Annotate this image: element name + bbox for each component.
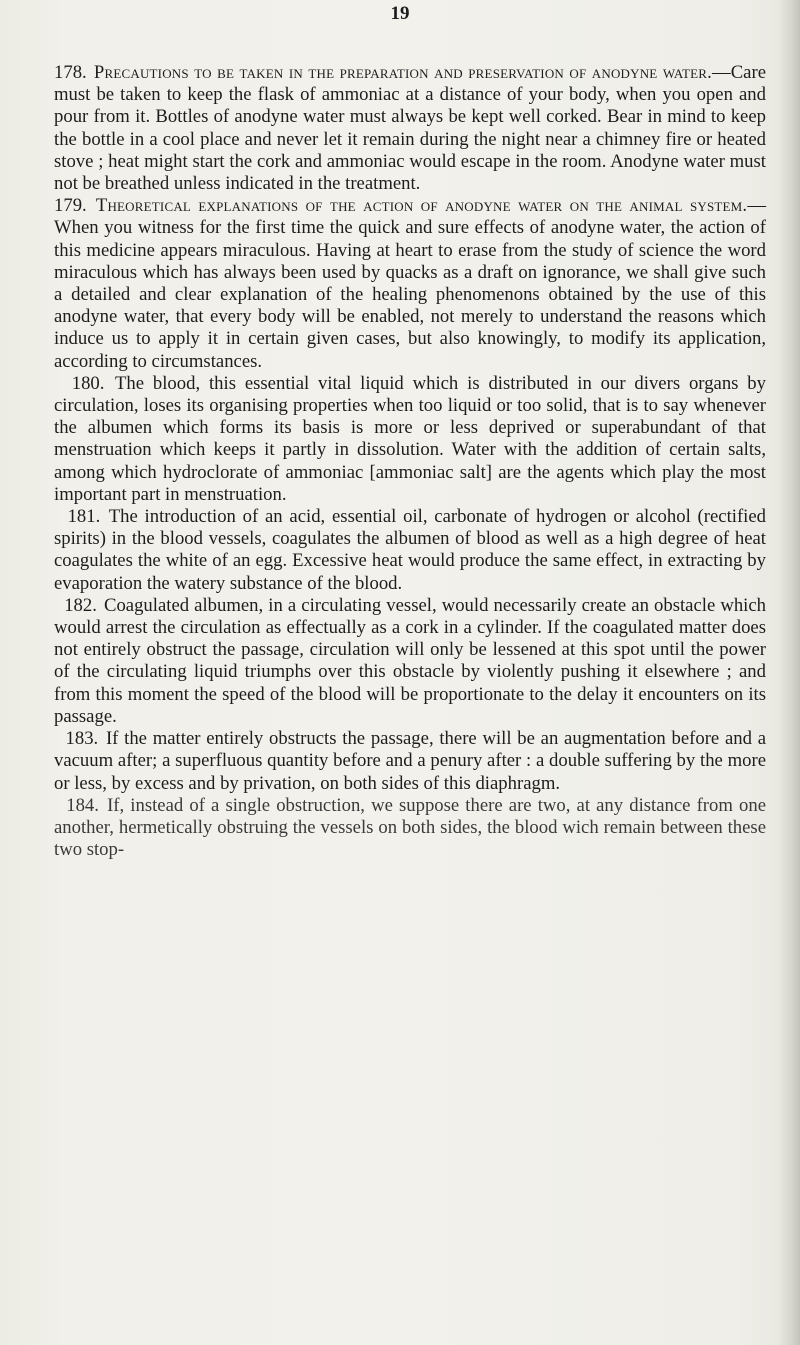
paragraph-body: If the matter entirely obstructs the passage, there will be an augmentation before and a vacuum after; a superfluous quantity before and a penury after : a double suffering by the more or less, by excess and by privation, on both sides of this diaphragm. (54, 728, 767, 794)
paragraph-182 (54, 595, 766, 728)
page-edge-shadow (778, 0, 800, 1345)
section-heading: Precautions to be taken in the preparation and preservation of anodyne water. (93, 62, 713, 83)
paragraph-181 (54, 506, 766, 595)
paragraph-number: 182. (64, 594, 97, 616)
paragraph-number: 178. (54, 62, 87, 83)
paragraph-number: 184. (66, 794, 99, 816)
paragraph-number: 181. (67, 506, 101, 528)
section-heading: Theoretical explanations of the action of anodyne water on the animal system. (95, 195, 748, 217)
paragraph-body: —Care must be taken to keep the flask of ammoniac at a distance of your body, when you open and pour from it. Bottles of anodyne water must always be kept well corked. Bear in mind to keep the bottle in a cool place and never let it remain during the night near a chimney fire or heated stove ; heat might start the cork and ammoniac would escape in the room. Anodyne water must not be breathed unless indicated in the treatment. (54, 62, 766, 195)
paragraph-body: —When you witness for the first time the quick and sure effects of anodyne water, the action of this medicine appears miraculous. Having at heart to erase from the study of science the word miraculous which has always been used by quacks as a draft on ignorance, we shall give such a detailed and clear explanation of the healing phenomenons obtained by the use of this anodyne water, that every body will be enabled, not merely to understand the reasons which induce us to apply it in certain given cases, but also knowingly, to modify its application, according to circumstances. (54, 195, 766, 372)
paragraph-number: 180. (71, 372, 105, 394)
page-number: 19 (390, 3, 410, 24)
paragraph-178 (54, 62, 766, 195)
paragraph-179 (54, 195, 766, 373)
paragraph-184 (54, 795, 766, 862)
paragraph-body: The introduction of an acid, essential oil, carbonate of hydrogen or alcohol (rectified spirits) in the blood vessels, coagulates the albumen of blood as well as a high degree of heat coagulates the white of an egg. Excessive heat would produce the same effect, in extracting by evaporation the watery substance of the blood. (54, 506, 767, 594)
paragraph-183 (54, 728, 766, 795)
paragraph-180 (54, 373, 766, 506)
paragraph-number: 179. (54, 195, 87, 217)
paragraph-number: 183. (65, 728, 99, 750)
paragraph-body: Coagulated albumen, in a circulating vessel, would necessarily create an obstacle which would arrest the circulation as effectually as a cork in a cylinder. If the coagulated matter does not entirely obstruct the passage, circulation will only be lessened at this spot until the power of the circulating liquid triumphs over this obstacle by violently pushing it elsewhere ; and from this moment the speed of the blood will be proportionate to the delay it encounters on its passage. (54, 594, 767, 727)
paragraph-body: If, instead of a single obstruction, we suppose there are two, at any distance from one another, hermetically obstruing the vessels on both sides, the blood wich remain between these two stop- (54, 794, 766, 861)
paragraph-body: The blood, this essential vital liquid which is distributed in our divers organs by circulation, loses its organising properties when too liquid or too solid, that is to say whenever the albumen which forms its basis is more or less deprived or superabundant of that menstruation which keeps it partly in dissolution. Water with the addition of certain salts, among which hydroclorate of ammoniac [ammoniac salt] are the agents which play the most important part in menstruation. (54, 372, 766, 505)
body-text (54, 62, 766, 861)
